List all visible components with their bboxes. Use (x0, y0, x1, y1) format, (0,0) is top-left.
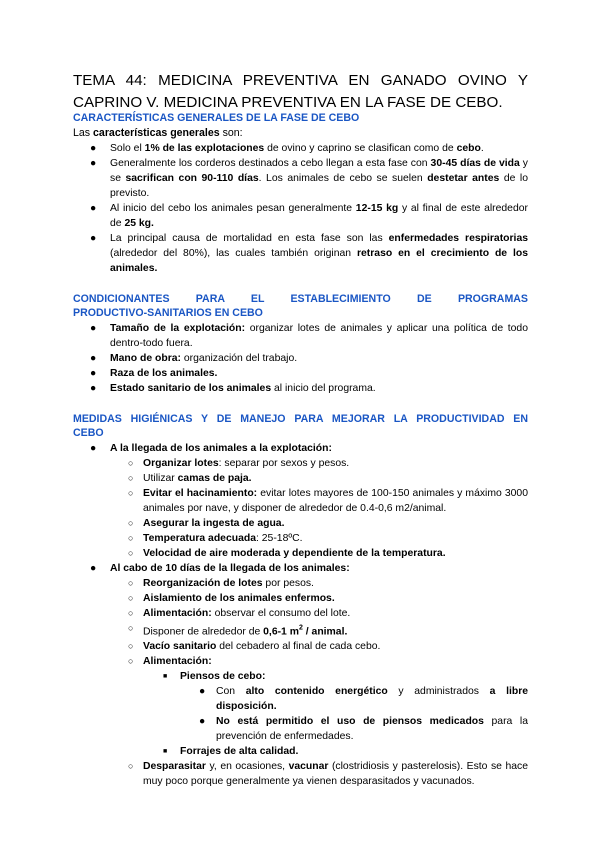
list-item: ○ Alimentación: observar el consumo del lote. (128, 608, 351, 619)
bullet-icon: ● (90, 158, 97, 169)
bullet-icon: ● (90, 563, 97, 574)
list-medidas (73, 441, 528, 789)
section-title-condicionantes: CONDICIONANTES PARA EL ESTABLECIMIENTO DE PROGRAMAS PRODUCTIVO-SANITARIOS EN CEBO (73, 293, 528, 319)
square-bullet-icon: ■ (163, 748, 168, 756)
list-item: ● A la llegada de los animales a la explotación: (90, 443, 332, 454)
list-item: ● No está permitido el uso de piensos medicados para la prevención de enfermedades. (199, 716, 528, 743)
list-item: ○ Alimentación: (128, 656, 212, 668)
list-item: ● Mano de obra: organización del trabajo. (90, 353, 298, 364)
circle-bullet-icon: ○ (128, 608, 134, 618)
list-item: ○ Desparasitar y, en ocasiones, vacunar (clostridiosis y pasterelosis). Esto se hace muy poco porque generalmente ya vienen desparasitados y vacunados. (128, 761, 529, 788)
square-bullet-icon: ■ (163, 673, 168, 681)
circle-bullet-icon: ○ (128, 656, 134, 667)
section-title-medidas: MEDIDAS HIGIÉNICAS Y DE MANEJO PARA MEJORAR LA PRODUCTIVIDAD EN CEBO (73, 413, 528, 439)
list-item: ● Raza de los animales. (90, 368, 218, 379)
bullet-icon: ● (90, 383, 97, 394)
list-item: ● La principal causa de mortalidad en esta fase son las enfermedades respiratorias (alrededor del 80%), las cuales también originan retraso en el crecimiento de los animales. (90, 233, 529, 274)
list-item: ○ Vacío sanitario del cebadero al final de cada cebo. (128, 641, 381, 653)
list-item: ○ Aislamiento de los animales enfermos. (128, 593, 335, 604)
list-item: ○ Temperatura adecuada: 25-18ºC. (128, 533, 303, 544)
bullet-icon: ● (90, 203, 97, 214)
bullet-icon: ● (90, 443, 97, 454)
list-item: ■ Piensos de cebo: (163, 671, 266, 683)
list-item: ● Tamaño de la explotación: organizar lotes de animales y aplicar una política de todo dentro-todo fuera. (90, 323, 528, 349)
bullet-icon: ● (90, 323, 97, 334)
list-item: ○ Reorganización de lotes por pesos. (128, 578, 314, 589)
list-item: ● Estado sanitario de los animales al inicio del programa. (90, 383, 376, 394)
document-title (73, 70, 528, 114)
list-caracteristicas (73, 141, 528, 276)
circle-bullet-icon: ○ (128, 623, 134, 633)
document-page (73, 70, 528, 789)
circle-bullet-icon: ○ (128, 548, 134, 558)
circle-bullet-icon: ○ (128, 533, 134, 543)
list-item: ● Al cabo de 10 días de la llegada de los animales: (90, 563, 350, 574)
list-item: ○ Utilizar camas de paja. (128, 473, 252, 484)
title-line-2: CAPRINO V. MEDICINA PREVENTIVA EN LA FASE DE CEBO. (73, 94, 503, 111)
list-item: ● Generalmente los corderos destinados a cebo llegan a esta fase con 30-45 días de vida y se sacrifican con 90-110 días. Los animales de cebo se suelen destetar antes de lo previsto. (90, 158, 528, 199)
bullet-icon: ● (90, 368, 97, 379)
list-item: ○ Organizar lotes: separar por sexos y pesos. (128, 458, 350, 469)
list-item: ○ Asegurar la ingesta de agua. (128, 518, 285, 529)
circle-bullet-icon: ○ (128, 518, 134, 528)
list-item: ● Al inicio del cebo los animales pesan generalmente 12-15 kg y al final de este alrededor de 25 kg. (90, 203, 528, 229)
list-item: ○ Disponer de alrededor de 0,6-1 $m^2$ / animal. (128, 623, 348, 638)
circle-bullet-icon: ○ (128, 761, 134, 772)
bullet-icon: ● (90, 143, 97, 154)
section-intro: Las características generales son: (73, 127, 243, 139)
circle-bullet-icon: ○ (128, 473, 134, 483)
section-title-caracteristicas: CARACTERÍSTICAS GENERALES DE LA FASE DE CEBO (73, 112, 360, 124)
list-item: ● Con alto contenido energético y administrados a libre disposición. (199, 686, 529, 713)
circle-bullet-icon: ○ (128, 488, 134, 498)
list-item: ■ Forrajes de alta calidad. (163, 746, 299, 758)
bullet-icon: ● (90, 353, 97, 364)
list-condicionantes (73, 321, 528, 396)
list-item: ○ Evitar el hacinamiento: evitar lotes mayores de 100-150 animales y máximo 3000 animales por nave, y disponer de alrededor de 0.4-0,6 m2/animal. (128, 488, 528, 514)
bullet-icon: ● (199, 686, 206, 698)
list-item: ● Solo el 1% de las explotaciones de ovino y caprino se clasifican como de cebo. (90, 143, 484, 154)
circle-bullet-icon: ○ (128, 641, 134, 652)
list-item: ○ Velocidad de aire moderada y dependiente de la temperatura. (128, 548, 446, 559)
circle-bullet-icon: ○ (128, 578, 134, 588)
circle-bullet-icon: ○ (128, 593, 134, 603)
title-line-1: TEMA 44: MEDICINA PREVENTIVA EN GANADO OVINO Y (73, 72, 528, 89)
bullet-icon: ● (199, 716, 206, 728)
circle-bullet-icon: ○ (128, 458, 134, 468)
bullet-icon: ● (90, 233, 97, 244)
